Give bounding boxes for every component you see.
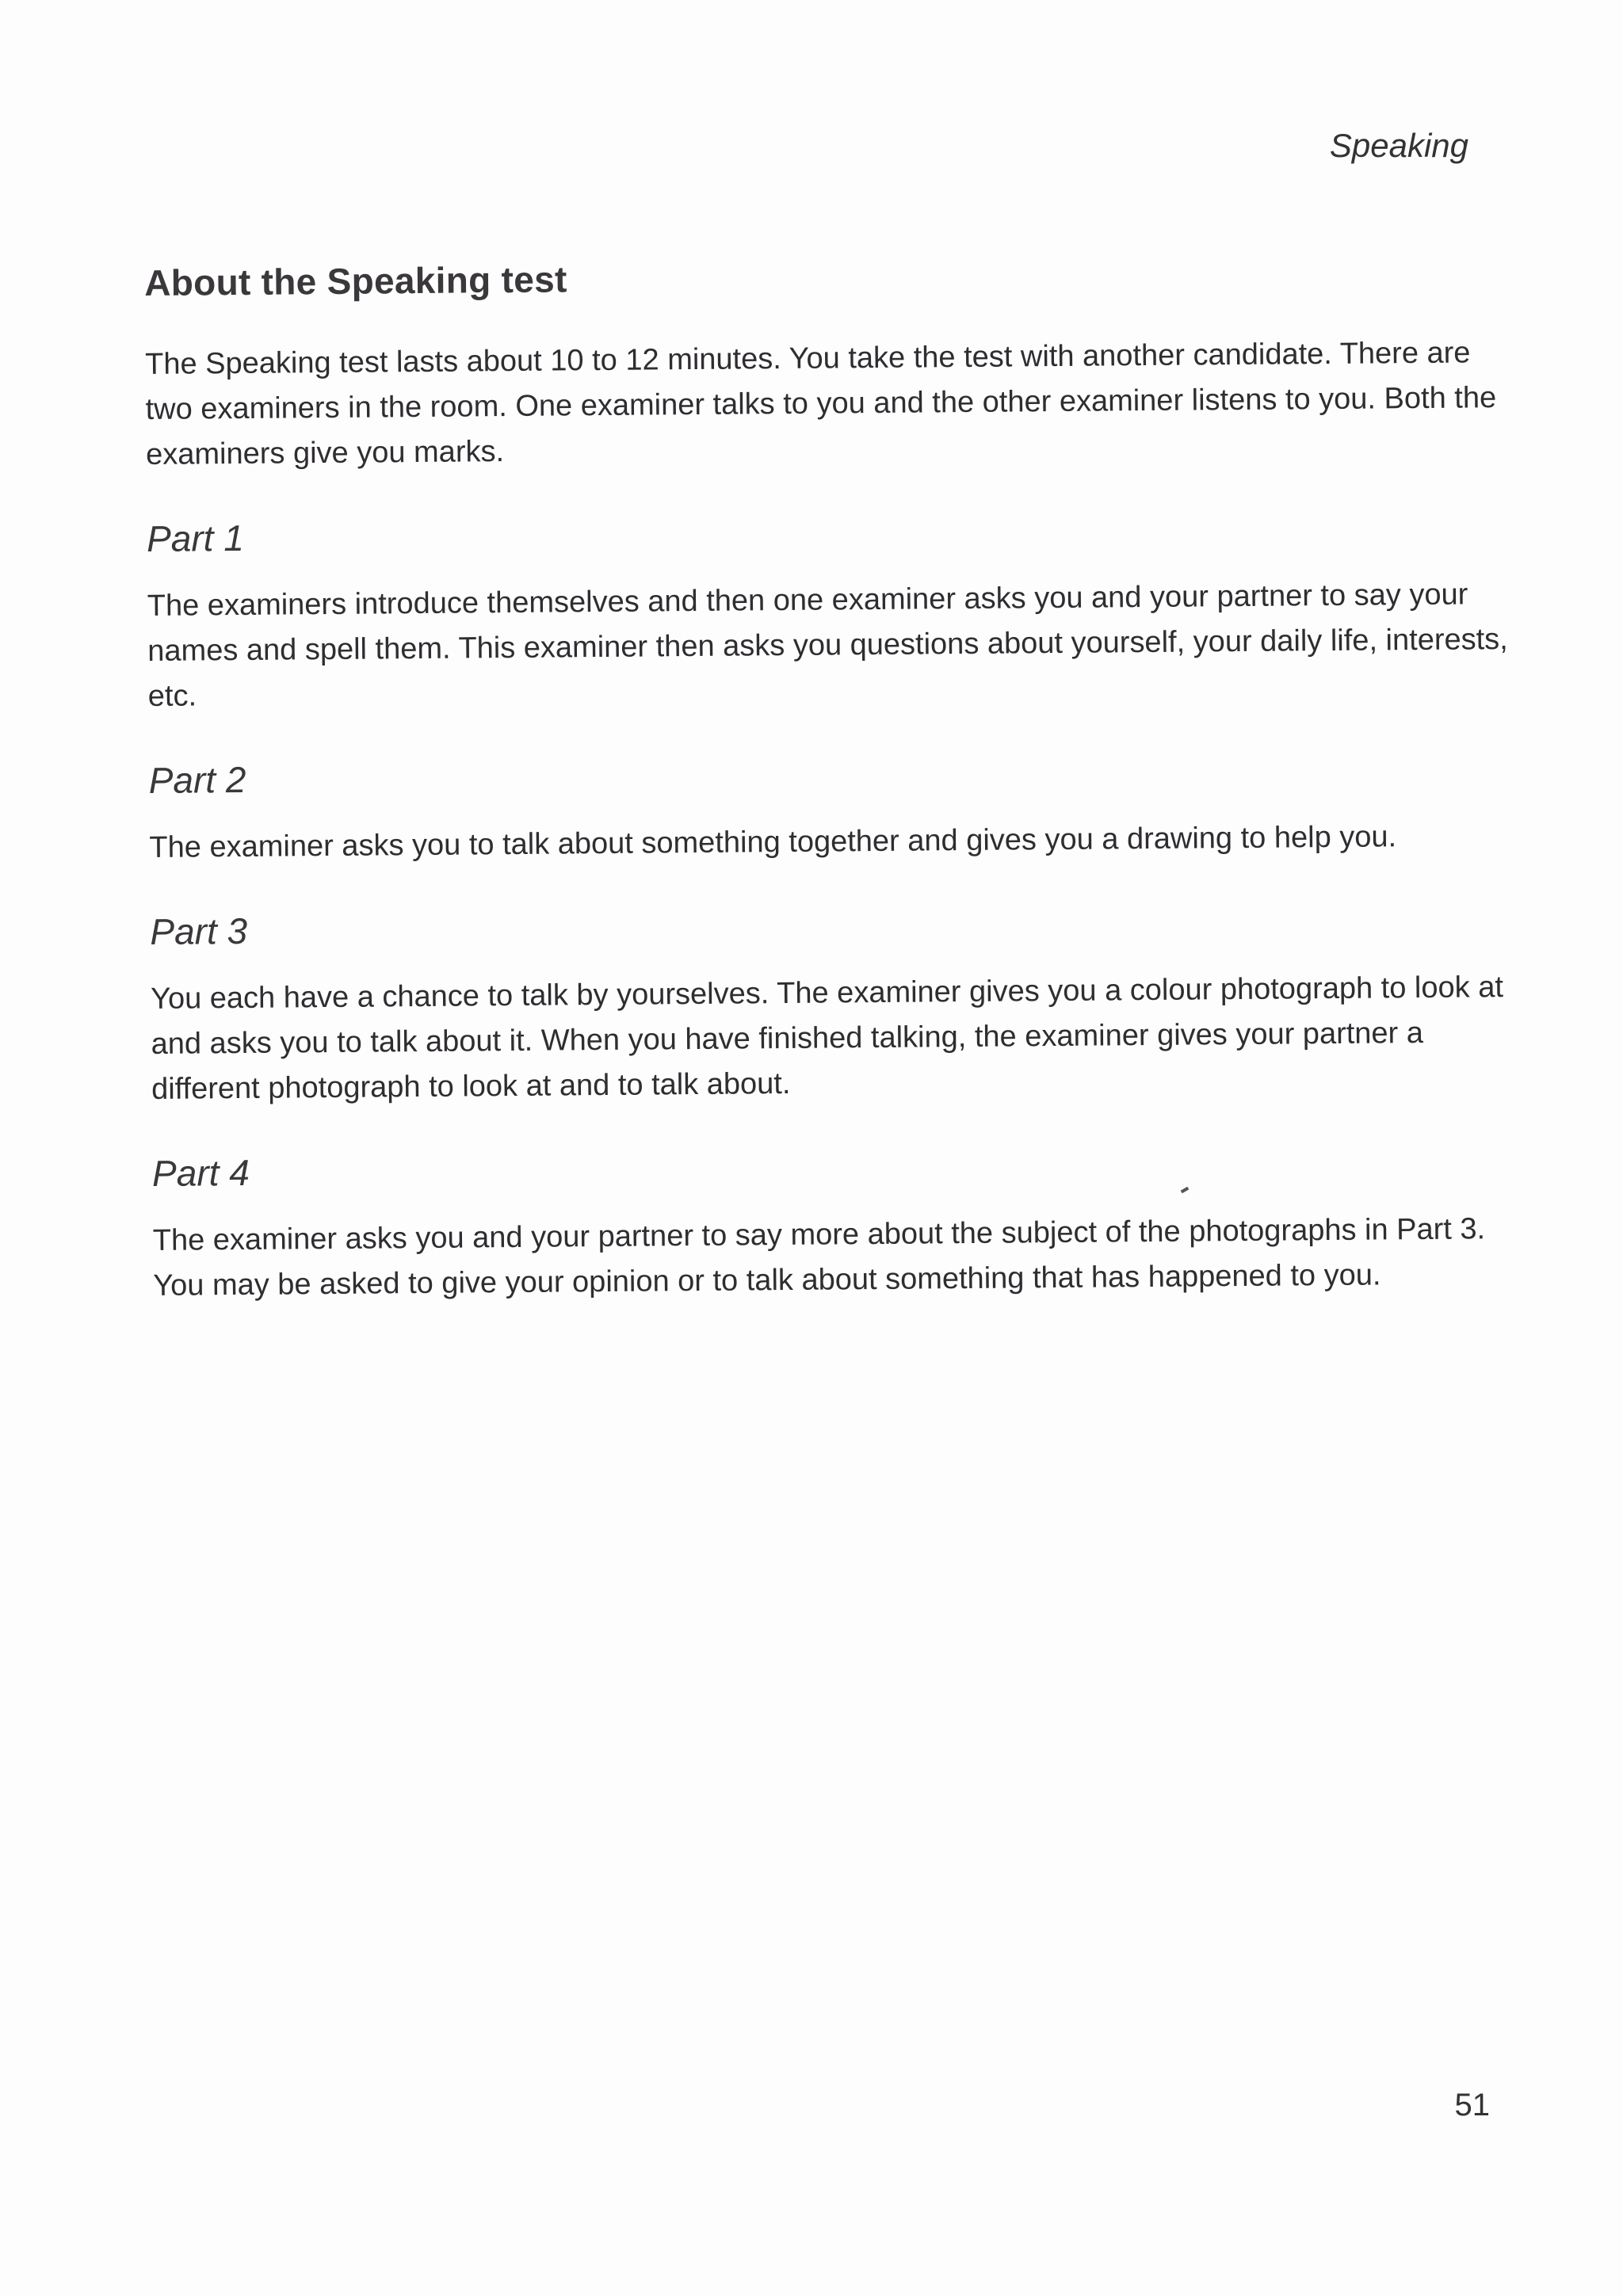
running-head: Speaking: [1329, 127, 1468, 164]
part-4-text: The examiner asks you and your partner to say more about the subject of the photographs in Part 3. You may be asked to give your opinion or to talk about something that has happened to you.: [152, 1212, 1486, 1302]
part-2-section: [148, 747, 1512, 871]
part-1-text: The examiners introduce themselves and then one examiner asks you and your partner to say your names and spell them. This examiner then asks you questions about yourself, your daily life, interests, etc.: [147, 578, 1508, 713]
part-4-heading: Part 4: [151, 1151, 250, 1194]
part-3-text: You each have a chance to talk by yourselves. The examiner gives you a colour photograph to look at and asks you to talk about it. When you have finished talking, the examiner gives your partner a different photograph to look at and to talk about.: [150, 971, 1504, 1106]
page-number: 51: [1454, 2088, 1490, 2122]
page-title: About the Speaking test: [144, 258, 567, 303]
intro-paragraph: The Speaking test lasts about 10 to 12 minutes. You take the test with another candidate. There are two examiners in the room. One examiner talks to you and the other examiner listens to you. Both the examiners give you marks.: [144, 336, 1497, 471]
part-3-heading: Part 3: [150, 910, 248, 952]
part-2-text: The examiner asks you to talk about something together and gives you a drawing to help you.: [149, 820, 1397, 864]
part-2-heading: Part 2: [148, 758, 246, 801]
part-1-heading: Part 1: [146, 517, 245, 559]
part-4-section: [152, 1140, 1517, 1309]
page-content: [144, 250, 1516, 1309]
part-3-section: [150, 898, 1514, 1112]
part-1-section: [147, 505, 1511, 719]
